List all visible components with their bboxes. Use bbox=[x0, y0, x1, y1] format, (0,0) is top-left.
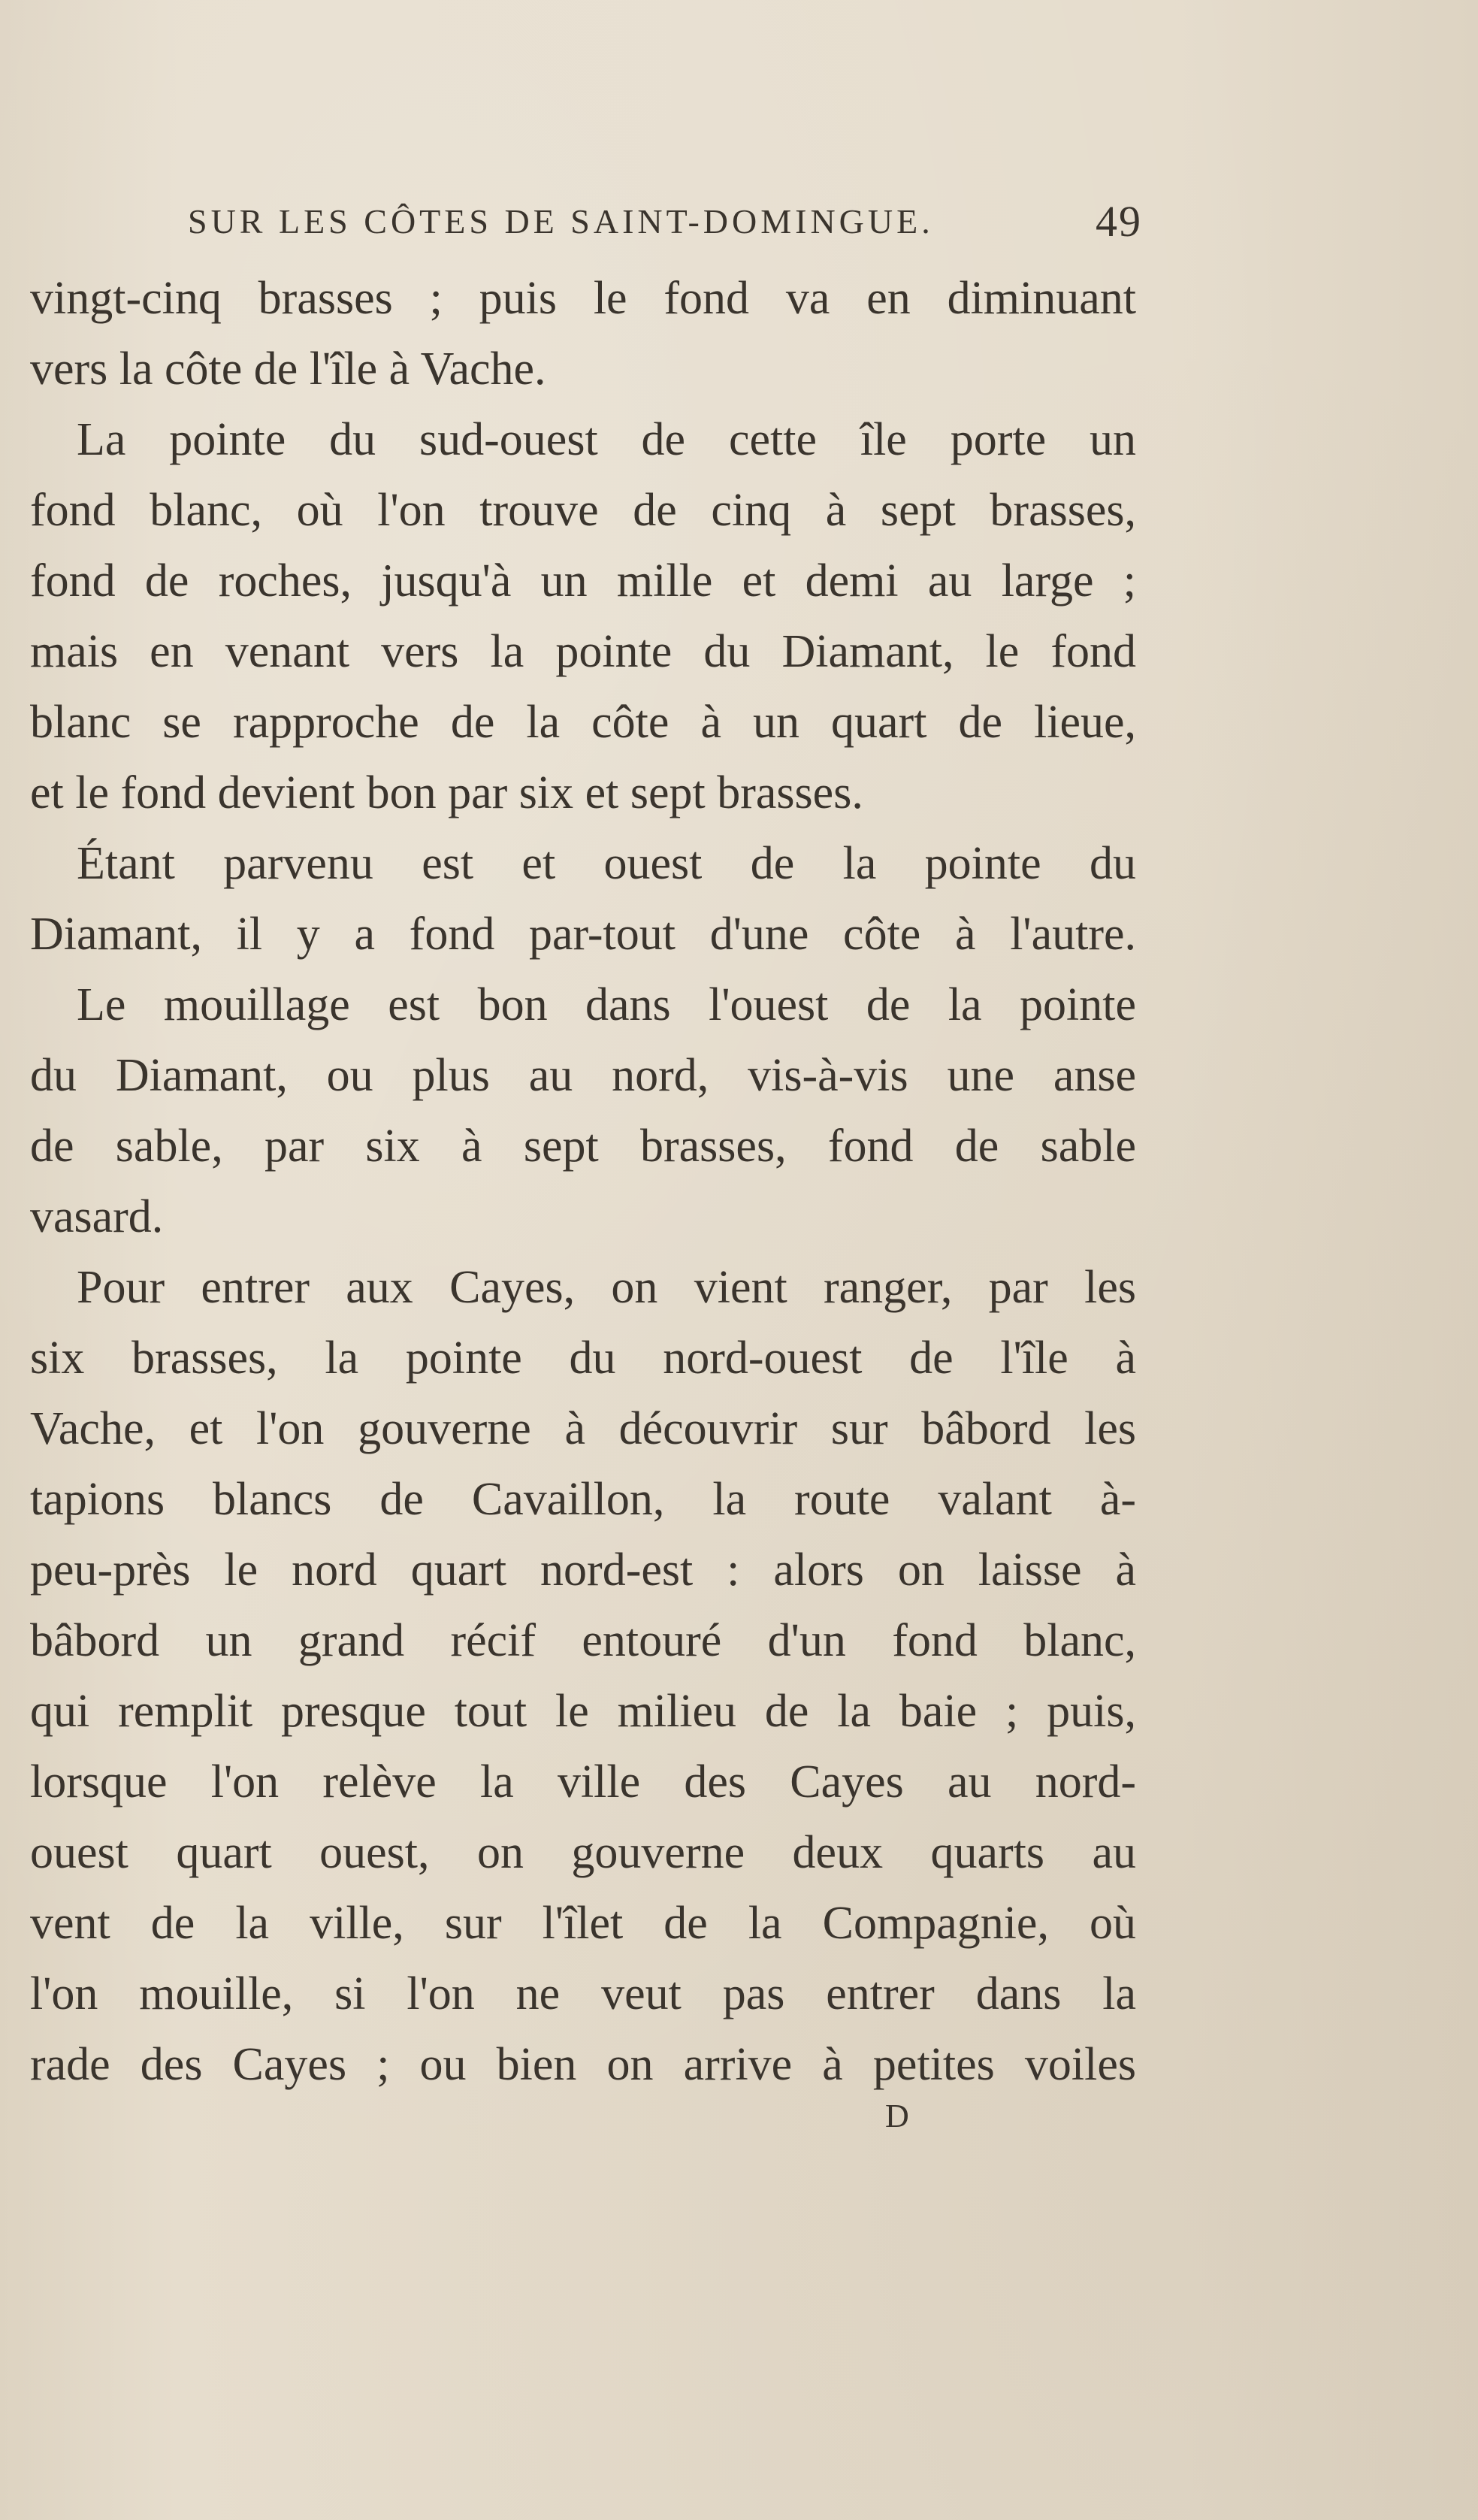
text-line: Pour entrer aux Cayes, on vient ranger, par les bbox=[77, 1262, 1136, 1313]
page-number: 49 bbox=[1096, 197, 1142, 246]
text-line: du Diamant, ou plus au nord, vis-à-vis une anse bbox=[30, 1050, 1136, 1101]
text-line: vent de la ville, sur l'îlet de la Compagnie, où bbox=[30, 1898, 1136, 1949]
text-line: l'on mouille, si l'on ne veut pas entrer dans la bbox=[30, 1968, 1136, 2019]
text-line: Le mouillage est bon dans l'ouest de la pointe bbox=[77, 979, 1136, 1030]
body-text bbox=[30, 263, 1136, 2100]
text-line: bâbord un grand récif entouré d'un fond blanc, bbox=[30, 1615, 1136, 1666]
text-line: vers la côte de l'île à Vache. bbox=[30, 343, 546, 395]
text-line: Étant parvenu est et ouest de la pointe du bbox=[77, 838, 1136, 889]
text-line: tapions blancs de Cavaillon, la route valant à- bbox=[30, 1474, 1136, 1525]
text-line: six brasses, la pointe du nord-ouest de l'île à bbox=[30, 1333, 1136, 1384]
text-line: fond blanc, où l'on trouve de cinq à sept brasses, bbox=[30, 485, 1136, 536]
running-title: SUR LES CÔTES DE SAINT-DOMINGUE. bbox=[188, 202, 934, 241]
text-line: peu-près le nord quart nord-est : alors on laisse à bbox=[30, 1544, 1136, 1596]
text-line: vasard. bbox=[30, 1191, 164, 1242]
text-line: qui remplit presque tout le milieu de la baie ; puis, bbox=[30, 1686, 1136, 1737]
text-line: vingt-cinq brasses ; puis le fond va en diminuant bbox=[30, 273, 1136, 324]
signature-mark: D bbox=[885, 2098, 911, 2134]
text-line: ouest quart ouest, on gouverne deux quarts au bbox=[30, 1827, 1136, 1878]
running-head bbox=[188, 192, 1142, 252]
text-line: La pointe du sud-ouest de cette île porte un bbox=[77, 414, 1136, 465]
text-line: mais en venant vers la pointe du Diamant, le fond bbox=[30, 626, 1136, 677]
text-line: de sable, par six à sept brasses, fond de sable bbox=[30, 1121, 1136, 1172]
text-line: fond de roches, jusqu'à un mille et demi au large ; bbox=[30, 555, 1136, 607]
text-line: blanc se rapproche de la côte à un quart de lieue, bbox=[30, 697, 1136, 748]
text-line: lorsque l'on relève la ville des Cayes au nord- bbox=[30, 1756, 1136, 1808]
text-line: Diamant, il y a fond par-tout d'une côte à l'autre. bbox=[30, 909, 1136, 960]
text-line: et le fond devient bon par six et sept brasses. bbox=[30, 767, 863, 818]
text-line: rade des Cayes ; ou bien on arrive à petites voiles bbox=[30, 2039, 1136, 2090]
text-line: Vache, et l'on gouverne à découvrir sur bâbord les bbox=[30, 1403, 1136, 1454]
